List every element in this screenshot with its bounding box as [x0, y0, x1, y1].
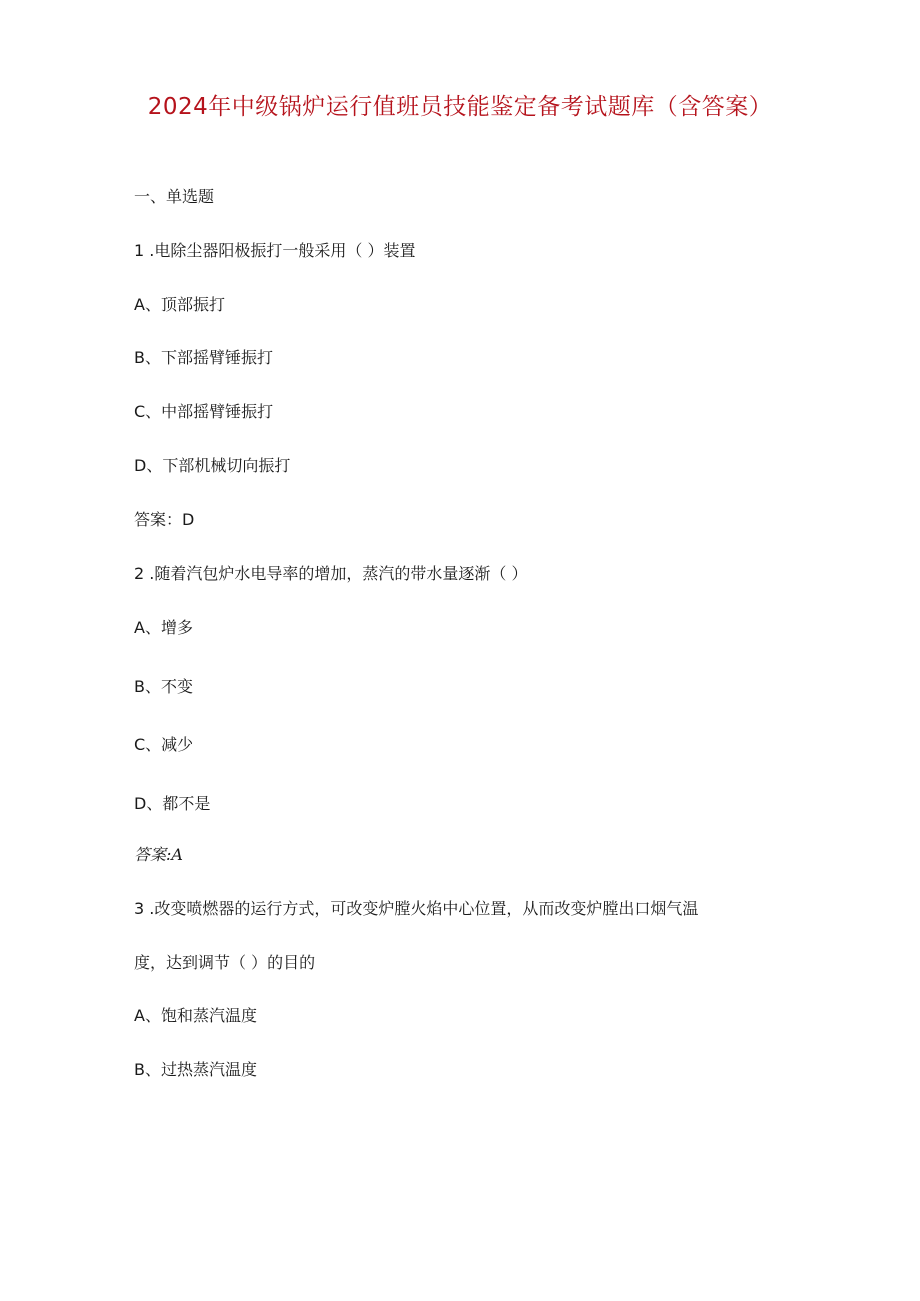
question-1-stem: 1 .电除尘器阳极振打一般采用（ ）装置: [134, 241, 416, 260]
section-heading: 一、单选题: [134, 187, 215, 206]
question-2-option-d: D、都不是: [134, 794, 211, 813]
question-2-stem: 2 .随着汽包炉水电导率的增加，蒸汽的带水量逐渐（ ）: [134, 564, 528, 583]
question-3-stem-line-2: 度，达到调节（ ）的目的: [134, 953, 316, 972]
question-3-stem-line-1: 3 .改变喷燃器的运行方式，可改变炉膛火焰中心位置，从而改变炉膛出口烟气温: [134, 899, 699, 918]
question-1-option-c: C、中部摇臂锤振打: [134, 402, 274, 421]
document-title: 2024年中级锅炉运行值班员技能鉴定备考试题库（含答案）: [147, 94, 773, 120]
question-1-option-b: B、下部摇臂锤振打: [134, 348, 273, 367]
question-1-answer: 答案：D: [134, 510, 195, 529]
question-2-answer: 答案:A: [134, 845, 183, 864]
question-2-option-a: A、增多: [134, 618, 193, 637]
question-2-option-c: C、减少: [134, 735, 194, 754]
question-3-option-a: A、饱和蒸汽温度: [134, 1006, 257, 1025]
question-3-option-b: B、过热蒸汽温度: [134, 1060, 257, 1079]
question-1-option-a: A、顶部振打: [134, 295, 225, 314]
question-1-option-d: D、下部机械切向振打: [134, 456, 291, 475]
question-2-option-b: B、不变: [134, 677, 193, 696]
